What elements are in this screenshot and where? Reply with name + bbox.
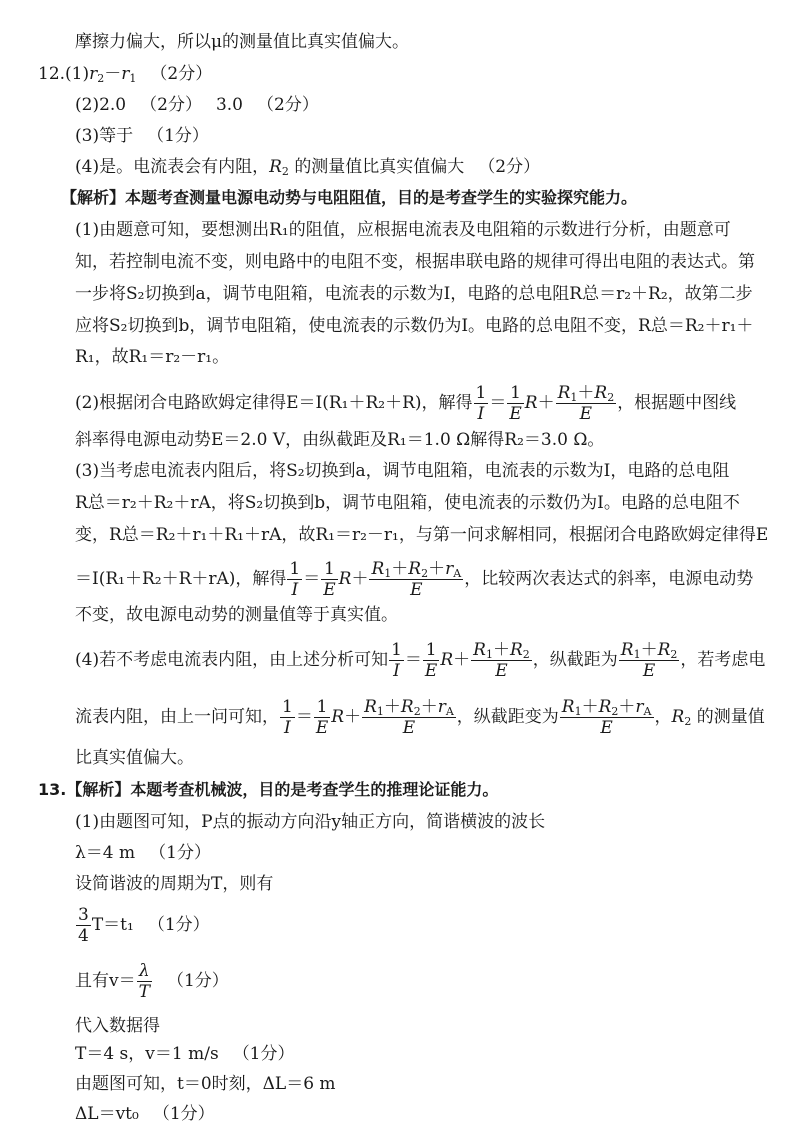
analysis-tag: 【解析】 xyxy=(61,188,126,207)
formula-line xyxy=(75,961,229,1002)
text: 的测量值 xyxy=(696,707,765,727)
text-line: (1)由题图可知，P点的振动方向沿y轴正方向，简谐横波的波长 xyxy=(75,812,546,832)
fraction: $\frac{R_1+R_2+r_A}{E}$ xyxy=(364,697,454,738)
score: （1分） xyxy=(149,843,211,863)
q12-analysis-heading xyxy=(61,187,637,209)
answer-value: 3.0 xyxy=(215,95,243,115)
text: (4)若不考虑电流表内阻，由上述分析可知 xyxy=(75,650,389,670)
fraction: $\frac{1}{E}$ xyxy=(323,559,336,600)
fraction: $\frac{1}{I}$ xyxy=(391,640,402,681)
text: ，根据题中图线 xyxy=(617,393,737,413)
text-line: 比真实值偏大。 xyxy=(75,748,194,768)
fraction: $\frac{R_1+R_2+r_A}{E}$ xyxy=(561,697,652,738)
op: － xyxy=(104,64,122,84)
score: （1分） xyxy=(232,1044,295,1064)
formula-line xyxy=(75,842,211,864)
fraction: $\frac{1}{I}$ xyxy=(475,383,487,424)
text-line: 摩擦力偏大，所以μ的测量值比真实值偏大。 xyxy=(75,32,410,52)
formula-line: (4)若不考虑电流表内阻，由上述分析可知 $\frac{1}{I}$ ＝ $\frac{1}{E}$ R＋ $\frac{R_1+R_2}{E}$ ，纵截距为 $\frac{R_1+R_2}{E}$ ，若考虑电 xyxy=(75,640,766,681)
formula-line xyxy=(75,1043,295,1065)
score: （1分） xyxy=(147,915,210,935)
q12-answer-1: $12.(1)r_2-r_1$ （2分） xyxy=(38,64,213,85)
score: （1分） xyxy=(152,1104,215,1124)
fraction: $\frac{1}{E}$ xyxy=(424,640,438,681)
answer-text: (4)是。电流表会有内阻， xyxy=(75,157,270,177)
text-line: 应将S₂切换到b，调节电阻箱，使电流表的示数仍为I。电路的总电阻不变，R总＝R₂＋r₁＋ xyxy=(75,316,754,336)
text-line: 不变，故电源电动势的测量值等于真实值。 xyxy=(75,605,398,625)
formula-line xyxy=(75,1103,215,1125)
formula: λ＝4 m xyxy=(75,843,136,863)
text-line: R₁，故R₁＝r₂－r₁。 xyxy=(75,347,230,367)
score: （2分） xyxy=(150,64,213,84)
q12-answer-4: (4)是。电流表会有内阻，$R_2$ 的测量值比真实值偏大 （2分） xyxy=(75,157,541,178)
text: ，比较两次表达式的斜率，电源电动势 xyxy=(464,569,754,589)
text: 流表内阻，由上一问可知， xyxy=(75,707,279,727)
text-line: 由题图可知，t＝0时刻，ΔL＝6 m xyxy=(75,1074,336,1094)
analysis-tag: 【解析】 xyxy=(66,780,131,799)
analysis-text: 本题考查测量电源电动势与电阻阻值，目的是考查学生的实验探究能力。 xyxy=(125,188,638,207)
formula: ΔL＝vt₀ xyxy=(75,1104,139,1124)
text-line: 设简谐波的周期为T，则有 xyxy=(75,874,274,894)
fraction: $\frac{R_1+R_2}{E}$ xyxy=(473,640,530,681)
text-line: R总＝r₂＋R₂＋rA，将S₂切换到b，调节电阻箱，使电流表的示数仍为I。电路的总电阻不 xyxy=(75,493,740,513)
fraction: $\frac{\lambda}{T}$ xyxy=(138,961,150,1002)
fraction: $\frac{R_1+R_2}{E}$ xyxy=(557,383,615,424)
text-line: 斜率得电源电动势E＝2.0 V，由纵截距及R₁＝1.0 Ω解得R₂＝3.0 Ω。 xyxy=(75,430,605,450)
score: （1分） xyxy=(166,971,229,991)
fraction: $\frac{1}{I}$ xyxy=(282,697,293,738)
fraction: $\frac{R_1+R_2}{E}$ xyxy=(620,640,678,681)
score: （2分） xyxy=(257,95,319,115)
answer-value: (3)等于 xyxy=(75,126,134,146)
text: (2)根据闭合电路欧姆定律得E＝I(R₁＋R₂＋R)，解得 xyxy=(75,393,473,413)
text: ，纵截距变为 xyxy=(456,707,559,727)
formula: 且有v＝ xyxy=(75,971,136,991)
analysis-text: 本题考查机械波，目的是考查学生的推理论证能力。 xyxy=(130,780,499,799)
formula: T＝4 s，v＝1 m/s xyxy=(75,1044,219,1064)
var: r xyxy=(121,64,130,84)
text: ，若考虑电 xyxy=(680,650,766,670)
part-label: (1) xyxy=(65,64,90,84)
question-number: 13. xyxy=(38,780,67,799)
question-number: 12. xyxy=(38,64,66,84)
fraction: $\frac{R_1+R_2+r_A}{E}$ xyxy=(371,559,462,600)
var: r xyxy=(89,64,98,84)
text-line: 代入数据得 xyxy=(75,1016,160,1036)
text-line: 变，R总＝R₂＋r₁＋R₁＋rA，故R₁＝r₂－r₁，与第一问求解相同，根据闭合电路欧姆定律得E xyxy=(75,525,769,545)
fraction: $\frac{3}{4}$ xyxy=(78,905,89,946)
formula: T＝t₁ xyxy=(91,915,134,935)
text: ，纵截距为 xyxy=(532,650,618,670)
text-line: 知，若控制电流不变，则电路中的电阻不变，根据串联电路的规律可得出电阻的表达式。第 xyxy=(75,252,755,272)
score: （2分） xyxy=(478,157,541,177)
formula-line: ＝I(R₁＋R₂＋R＋rA)，解得 $\frac{1}{I}$ ＝ $\frac{1}{E}$ R＋ $\frac{R_1+R_2+r_A}{E}$ ，比较两次表达式的斜率，电源电动势 xyxy=(75,559,754,600)
q12-answer-3 xyxy=(75,125,209,147)
text-line: (3)当考虑电流表内阻后，将S₂切换到a，调节电阻箱，电流表的示数为I，电路的总电阻 xyxy=(75,461,730,481)
fraction: $\frac{1}{I}$ xyxy=(289,559,301,600)
q13-analysis-heading xyxy=(38,779,498,801)
formula-line xyxy=(75,905,210,946)
answer-value: (2)2.0 xyxy=(75,95,127,115)
q12-answer-2 xyxy=(75,94,319,116)
text: ＝I(R₁＋R₂＋R＋rA)，解得 xyxy=(75,569,287,589)
text-line: 一步将S₂切换到a，调节电阻箱，电流表的示数为I，电路的总电阻R总＝r₂＋R₂，故第二步 xyxy=(75,284,753,304)
text-line: (1)由题意可知，要想测出R₁的阻值，应根据电流表及电阻箱的示数进行分析，由题意可 xyxy=(75,220,731,240)
formula-line: 流表内阻，由上一问可知， $\frac{1}{I}$ ＝ $\frac{1}{E}$ R＋ $\frac{R_1+R_2+r_A}{E}$ ，纵截距变为 $\frac{R_1+R_2+r_A}{E}$ ，$R_2$ 的测量值 xyxy=(75,697,765,738)
fraction: $\frac{1}{E}$ xyxy=(315,697,329,738)
fraction: $\frac{1}{E}$ xyxy=(509,383,522,424)
score: （2分） xyxy=(140,95,202,115)
answer-text: 的测量值比真实值偏大 xyxy=(294,157,465,177)
score: （1分） xyxy=(147,126,209,146)
formula-line: (2)根据闭合电路欧姆定律得E＝I(R₁＋R₂＋R)，解得 $\frac{1}{I}$ ＝ $\frac{1}{E}$ R＋ $\frac{R_1+R_2}{E}$ ，根据题中图线 xyxy=(75,383,737,424)
